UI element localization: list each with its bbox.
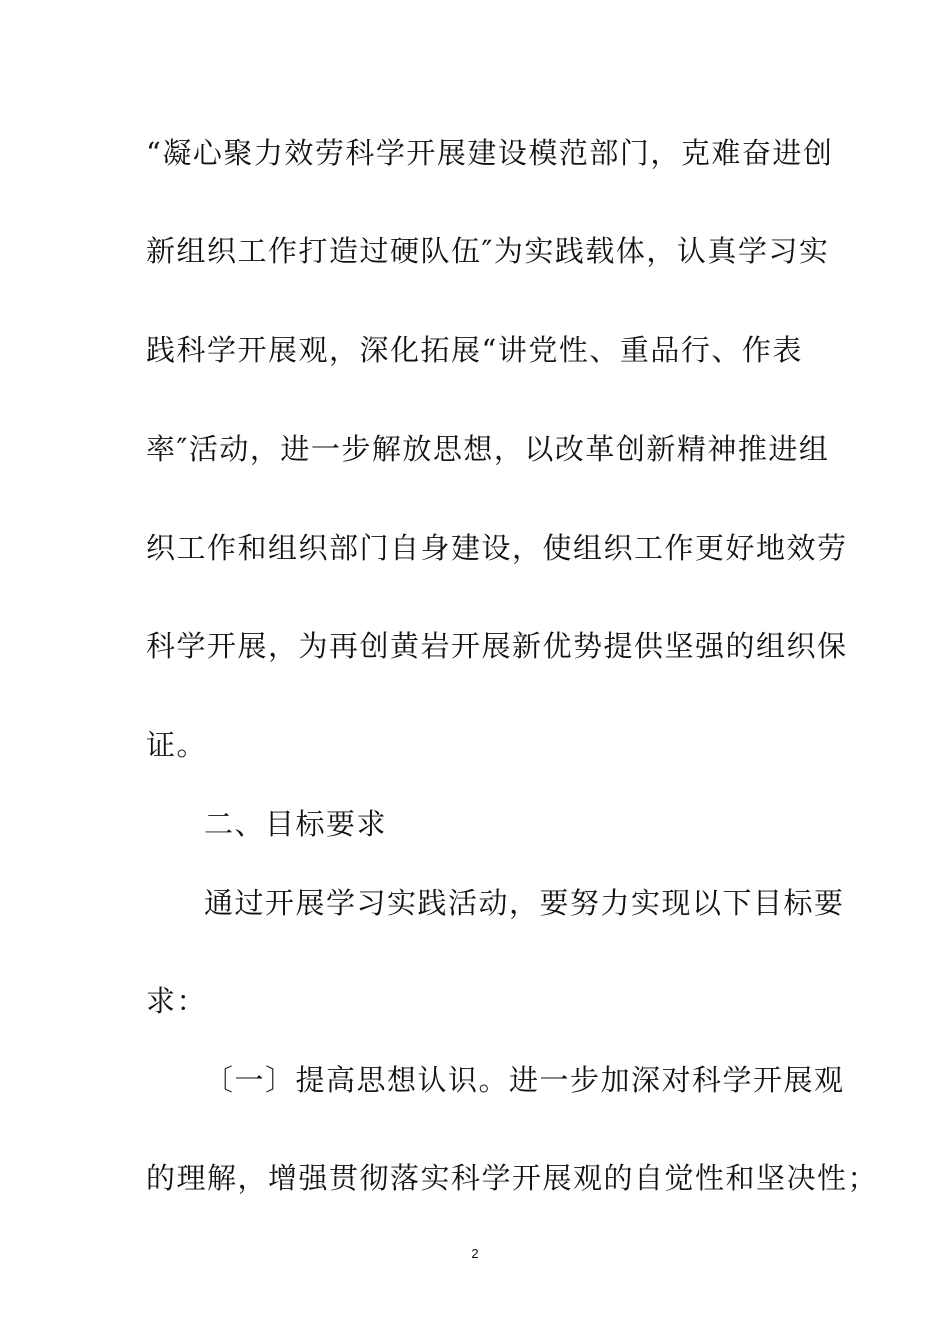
body-text-line: 践科学开展观，深化拓展“讲党性、重品行、作表 <box>146 333 803 367</box>
body-text-line: 率″活动，进一步解放思想，以改革创新精神推进组 <box>146 432 830 466</box>
body-text-line: “凝心聚力效劳科学开展建设模范部门，克难奋进创 <box>146 136 834 170</box>
body-text-line: 通过开展学习实践活动，要努力实现以下目标要 <box>204 886 845 920</box>
body-text-line: 的理解，增强贯彻落实科学开展观的自觉性和坚决性； <box>146 1161 879 1195</box>
body-text-line: 新组织工作打造过硬队伍″为实践载体，认真学习实 <box>146 234 830 268</box>
page-number: 2 <box>471 1246 479 1261</box>
body-text-line: 〔一〕提高思想认识。进一步加深对科学开展观 <box>204 1063 845 1097</box>
body-text-line: 证。 <box>146 728 208 762</box>
body-text-line: 求： <box>146 984 208 1018</box>
body-text-line: 织工作和组织部门自身建设，使组织工作更好地效劳 <box>146 531 848 565</box>
section-heading: 二、目标要求 <box>204 807 388 841</box>
body-text-line: 科学开展，为再创黄岩开展新优势提供坚强的组织保 <box>146 629 848 663</box>
